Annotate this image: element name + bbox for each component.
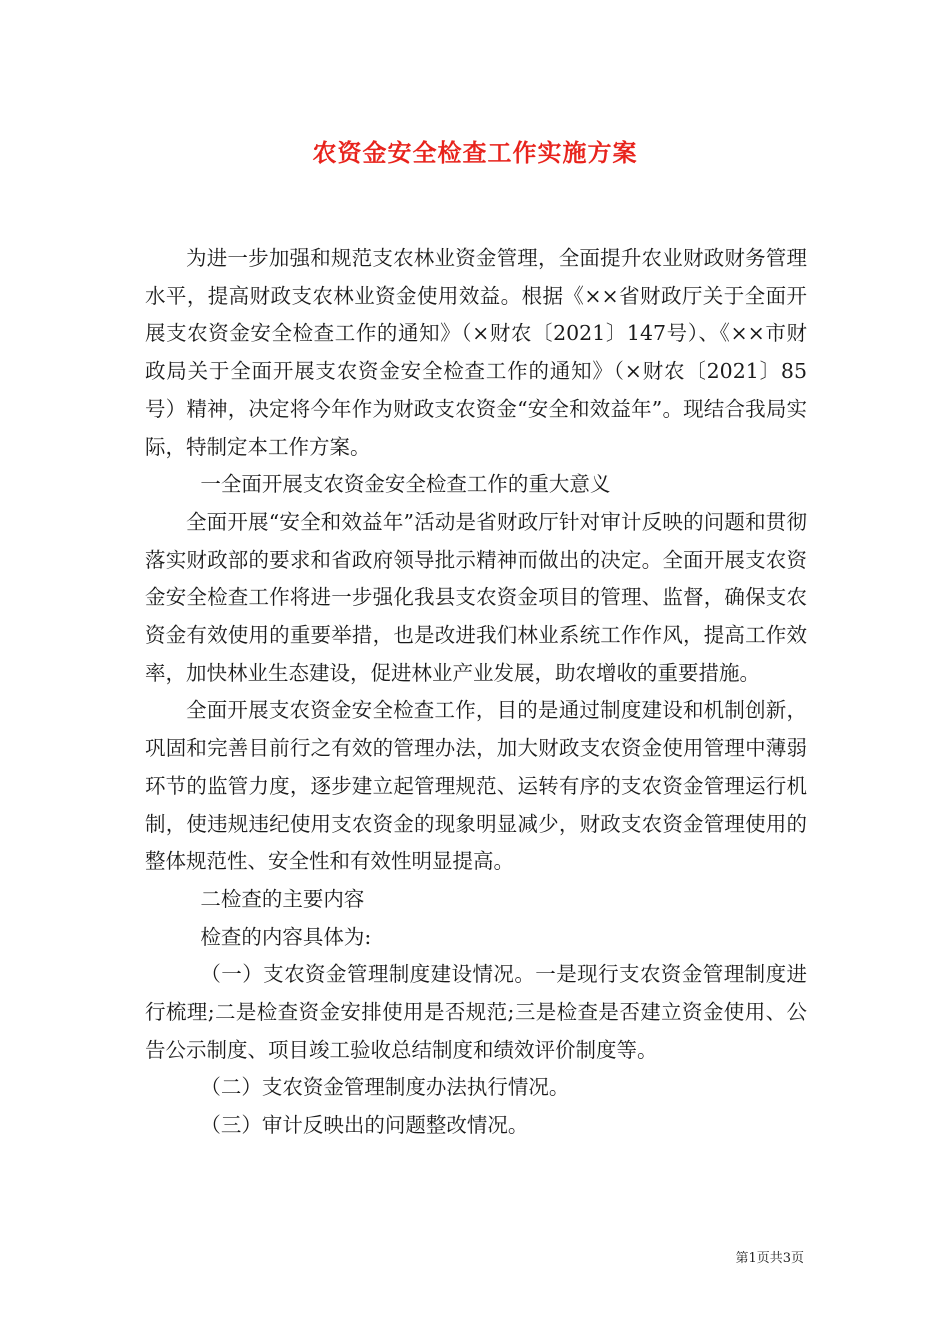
paragraph-intro: 为进一步加强和规范支农林业资金管理，全面提升农业财政财务管理水平，提高财政支农林业资金使用效益。根据《××省财政厅关于全面开展支农资金安全检查工作的通知》（×财农〔2021〕147号）、《××市财政局关于全面开展支农资金安全检查工作的通知》（×财农〔2021〕85号）精神，决定将今年作为财政支农资金“安全和效益年”。现结合我局实际，特制定本工作方案。 xyxy=(145,246,807,459)
document-title: 农资金安全检查工作实施方案 xyxy=(312,138,638,167)
list-item-2: （二）支农资金管理制度办法执行情况。 xyxy=(200,1075,570,1100)
paragraph-significance-1: 全面开展“安全和效益年”活动是省财政厅针对审计反映的问题和贯彻落实财政部的要求和省政府领导批示精神而做出的决定。全面开展支农资金安全检查工作将进一步强化我县支农资金项目的管理、监督，确保支农资金有效使用的重要举措，也是改进我们林业系统工作作风，提高工作效率，加快林业生态建设，促进林业产业发展，助农增收的重要措施。 xyxy=(145,509,807,685)
list-item-1: （一）支农资金管理制度建设情况。一是现行支农资金管理制度进行梳理;二是检查资金安排使用是否规范;三是检查是否建立资金使用、公告公示制度、项目竣工验收总结制度和绩效评价制度等。 xyxy=(145,962,807,1062)
list-item-3: （三）审计反映出的问题整改情况。 xyxy=(200,1113,529,1138)
section-heading-2: 二检查的主要内容 xyxy=(200,886,365,911)
paragraph-significance-2: 全面开展支农资金安全检查工作，目的是通过制度建设和机制创新，巩固和完善目前行之有效的管理办法，加大财政支农资金使用管理中薄弱环节的监管力度，逐步建立起管理规范、运转有序的支农资金管理运行机制，使违规违纪使用支农资金的现象明显减少，财政支农资金管理使用的整体规范性、安全性和有效性明显提高。 xyxy=(145,698,807,874)
section-heading-1: 一全面开展支农资金安全检查工作的重大意义 xyxy=(200,472,611,497)
document-body xyxy=(145,240,807,1145)
page-number: 第1页共3页 xyxy=(735,1251,804,1266)
paragraph-content-intro: 检查的内容具体为: xyxy=(200,924,372,949)
